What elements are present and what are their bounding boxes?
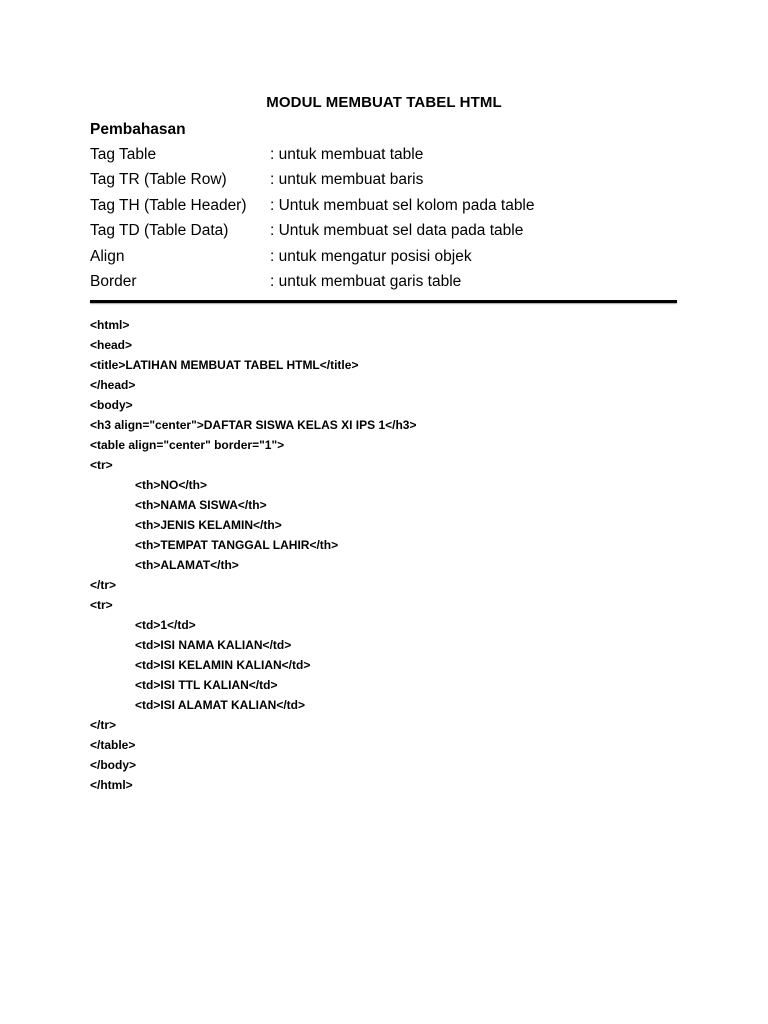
definition-description: : Untuk membuat sel data pada table <box>270 222 524 240</box>
code-line: </table> <box>90 738 136 752</box>
definition-description: : Untuk membuat sel kolom pada table <box>270 196 535 214</box>
definition-list <box>90 144 690 296</box>
definition-description: : untuk membuat garis table <box>270 272 462 290</box>
code-line: <th>JENIS KELAMIN</th> <box>135 518 282 532</box>
definition-description: : untuk membuat table <box>270 146 424 163</box>
code-line: <td>ISI KELAMIN KALIAN</td> <box>135 658 311 672</box>
definition-term: Align <box>90 247 125 265</box>
horizontal-divider <box>90 300 677 303</box>
code-line: <th>NAMA SISWA</th> <box>135 498 267 512</box>
definition-term: Tag TH (Table Header) <box>90 196 247 214</box>
code-line: <table align="center" border="1"> <box>90 438 285 452</box>
definition-term: Tag TD (Table Data) <box>90 222 229 240</box>
code-line: </body> <box>90 758 137 772</box>
definition-row <box>90 144 690 169</box>
page-title: MODUL MEMBUAT TABEL HTML <box>266 94 502 111</box>
code-line: <th>TEMPAT TANGGAL LAHIR</th> <box>135 538 339 552</box>
definition-row <box>90 271 690 296</box>
definition-row <box>90 246 690 271</box>
definition-row <box>90 169 690 194</box>
code-line: <title>LATIHAN MEMBUAT TABEL HTML</title> <box>90 358 359 372</box>
code-line: <html> <box>90 318 130 332</box>
code-line: <td>1</td> <box>135 618 196 632</box>
definition-description: : untuk membuat baris <box>270 171 424 189</box>
code-line: <th>NO</th> <box>135 478 208 492</box>
definition-row <box>90 195 690 220</box>
code-line: <th>ALAMAT</th> <box>135 558 239 572</box>
code-line: <td>ISI NAMA KALIAN</td> <box>135 638 292 652</box>
code-listing <box>90 316 710 796</box>
code-line: <head> <box>90 338 133 352</box>
definition-description: : untuk mengatur posisi objek <box>270 247 472 265</box>
code-line: </head> <box>90 378 136 392</box>
code-line: <tr> <box>90 598 113 612</box>
definition-term: Tag Table <box>90 146 157 163</box>
definition-row <box>90 220 690 245</box>
code-line: </html> <box>90 778 133 792</box>
definition-term: Border <box>90 272 137 290</box>
section-heading: Pembahasan <box>90 121 186 138</box>
code-line: </tr> <box>90 718 117 732</box>
code-line: <td>ISI ALAMAT KALIAN</td> <box>135 698 306 712</box>
code-line: <tr> <box>90 458 113 472</box>
code-line: <h3 align="center">DAFTAR SISWA KELAS XI IPS 1</h3> <box>90 418 417 432</box>
definition-term: Tag TR (Table Row) <box>90 171 227 189</box>
code-line: <td>ISI TTL KALIAN</td> <box>135 678 278 692</box>
code-line: </tr> <box>90 578 117 592</box>
code-line: <body> <box>90 398 133 412</box>
